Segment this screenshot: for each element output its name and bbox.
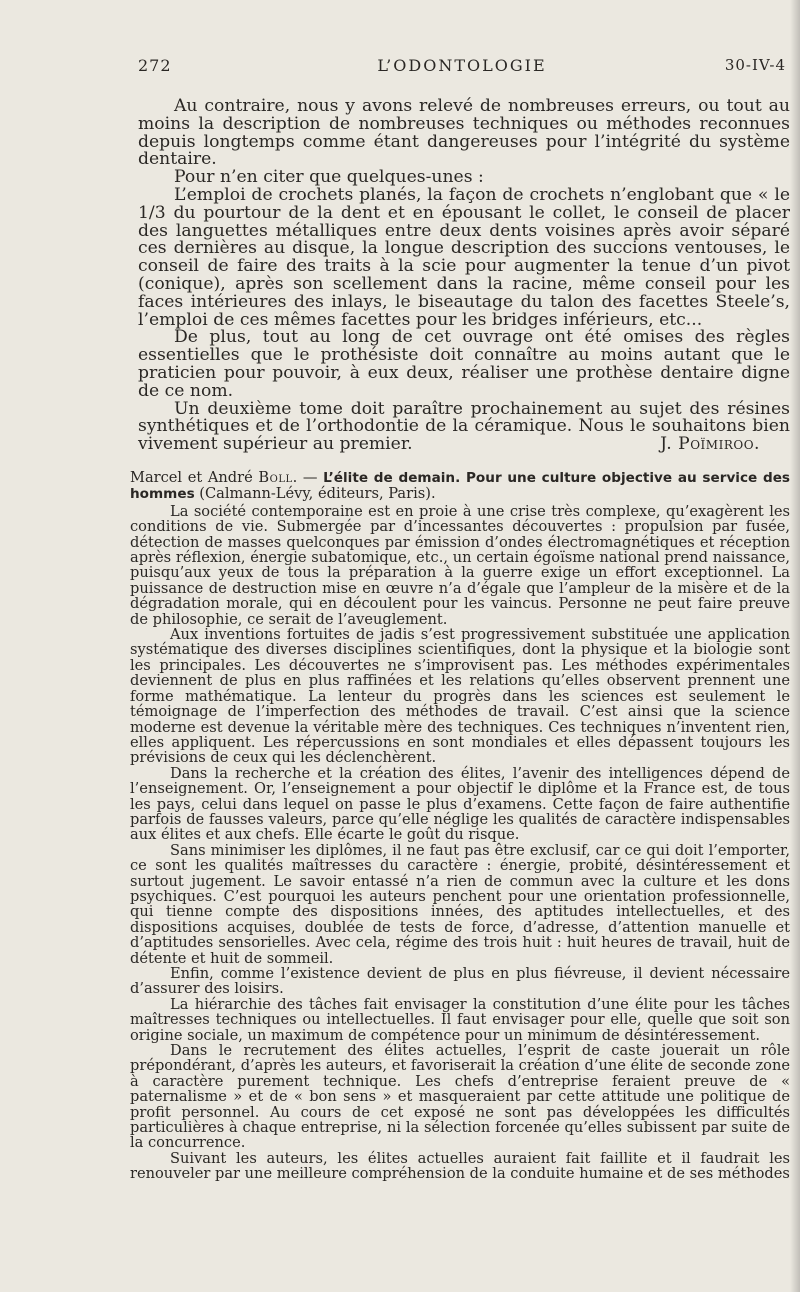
paragraph: Suivant les auteurs, les élites actuelles auraient fait faillite et il faudrait les renouveler par une meilleure compréhension de la conduite humaine et de ses méthodes xyxy=(130,1149,790,1183)
paragraph: Pour n’en citer que quelques-unes : xyxy=(174,167,484,188)
authors-surname: Boll xyxy=(258,469,293,486)
page-edge-shadow xyxy=(790,0,800,1292)
paragraph: Enfin, comme l’existence devient de plus en plus fiévreuse, il devient nécessaire d’assurer des loisirs. xyxy=(130,965,790,998)
paragraph: Dans le recrutement des élites actuelles, l’esprit de caste jouerait un rôle prépondérant, d’après les auteurs, et favoriserait la création d’une élite de seconde zone à caractère purement technique. Les chefs d’entreprise feraient preuve de « paternalisme » et de « bon sens » et masqueraient par cette attitude une politique de profit personnel. Au cours de cet exposé ne sont pas développées les difficultés particulières à chaque entreprise, ni la sélection forcenée qu’elles subissent par suite de la concurrence. xyxy=(130,1042,790,1152)
authors-prefix: Marcel et André xyxy=(130,469,253,486)
paragraph-text: Un deuxième tome doit paraître prochainement au sujet des résines synthétiques et de l’orthodontie de la céramique. Nous le souhaitons bien vivement supérieur au premier. xyxy=(138,398,790,455)
paragraph xyxy=(138,398,790,455)
paragraph: L’emploi de crochets planés, la façon de crochets n’englobant que « le 1/3 du pourtour de la dent et en épousant le collet, le conseil de placer des languettes métalliques entre deux dents voisines après avoir séparé ces dernières au disque, la longue description des succions ventouses, le conseil de faire des traits à la scie pour augmenter la tenue d’un pivot (conique), après son scellement dans la racine, même conseil pour les faces intérieures des inlays, le biseautage du talon des facettes Steele’s, l’emploi de ces mêmes facettes pour les bridges inférieurs, etc... xyxy=(138,184,790,330)
paragraph: Aux inventions fortuites de jadis s’est progressivement substituée une application systématique des diverses disciplines scientifiques, dont la physique et la biologie sont les principales. Les découvertes ne s’improvisent pas. Les méthodes expérimentales deviennent de plus en plus raffinées et les relations qu’elles observent prennent une forme mathématique. La lenteur du progrès dans les sciences est seulement le témoignage de l’imperfection des méthodes de travail. C’est ainsi que la science moderne est devenue la véritable mère des techniques. Ces techniques n’inventent rien, elles appliquent. Les répercussions en sont mondiales et elles dépassent toujours les prévisions de ceux qui les déclenchèrent. xyxy=(130,626,790,767)
signature: J. Poïmiroo. xyxy=(660,434,760,455)
publisher: (Calmann-Lévy, éditeurs, Paris). xyxy=(194,485,436,503)
page-number: 272 xyxy=(138,56,172,75)
paragraph: La hiérarchie des tâches fait envisager la constitution d’une élite pour les tâches maîtresses techniques ou intellectuelles. Il faut envisager pour elle, quelle que soit son origine sociale, un maximum de compétence pour un minimum de désintéressement. xyxy=(130,995,790,1044)
paragraph: De plus, tout au long de cet ouvrage ont été omises des règles essentielles que le prothésiste doit connaître au moins autant que le praticien pour pouvoir, à eux deux, réaliser une prothèse dentaire digne de ce nom. xyxy=(138,327,790,401)
paragraph: Sans minimiser les diplômes, il ne faut pas être exclusif, car ce qui doit l’emporter, ce sont les qualités maîtresses du caractère : énergie, probité, désintéressement et surtout jugement. Le savoir entassé n’a rien de commun avec la culture et les dons psychiques. C’est pourquoi les auteurs penchent pour une orientation professionnelle, qui tienne compte des dispositions innées, des aptitudes intellectuelles, et des dispositions acquises, doublée de tests de force, d’adresse, d’attention manuelle et d’aptitudes sensorielles. Avec cela, régime des trois huit : huit heures de travail, huit de détente et huit de sommeil. xyxy=(130,841,790,967)
issue-date: 30-IV-4 xyxy=(724,56,786,74)
running-header xyxy=(138,56,786,78)
journal-title: L’ODONTOLOGIE xyxy=(377,56,547,75)
review-heading: Marcel et André Boll. — L’élite de demain. Pour une culture objective au service des hommes (Calmann-Lévy, éditeurs, Paris). xyxy=(130,469,791,503)
paragraph: La société contemporaine est en proie à une crise très complexe, qu’exagèrent les conditions de vie. Submergée par d’incessantes découvertes : propulsion par fusée, détection de masses quelconques par émission d’ondes électromagnétiques et réception après réflexion, énergie subatomique, etc., un certain égoïsme national prend naissance, puisqu’aux yeux de tous la préparation à la guerre exige un effort exceptionnel. La puissance de destruction mise en œuvre n’a d’égale que l’ampleur de la misère et de la dégradation morale, qui en découlent pour les vaincus. Personne ne peut faire preuve de philosophie, ce serait de l’aveuglement. xyxy=(130,502,790,628)
review-poimiroo xyxy=(138,98,790,454)
paragraph: Dans la recherche et la création des élites, l’avenir des intelligences dépend de l’enseignement. Or, l’enseignement a pour objectif le diplôme et la France est, de tous les pays, celui dans lequel on passe le plus d’examens. Cette façon de faire authentifie parfois de fausses valeurs, parce qu’elle néglige les qualités de caractère indispensables aux élites et aux chefs. Elle écarte le goût du risque. xyxy=(130,764,790,844)
review-boll xyxy=(130,470,790,1182)
heading-dash: — xyxy=(297,469,324,486)
paragraph: Au contraire, nous y avons relevé de nombreuses erreurs, ou tout au moins la description de nombreuses techniques ou méthodes reconnues depuis longtemps comme étant dangereuses pour l’intégrité du système dentaire. xyxy=(138,96,790,170)
book-title: L’élite de demain. Pour une culture objective au service des hommes xyxy=(130,470,791,503)
